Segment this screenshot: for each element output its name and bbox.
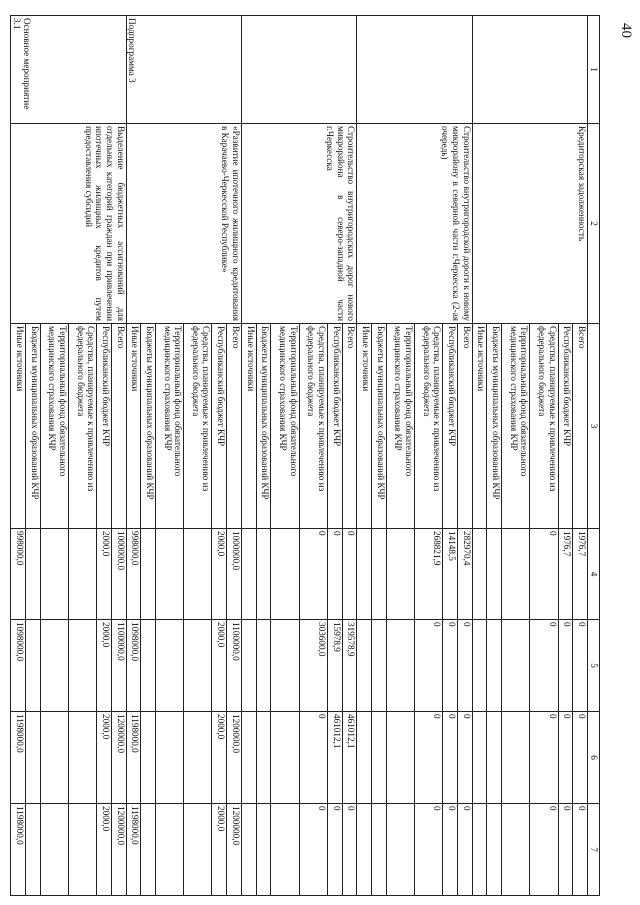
value-cell: 1200000,0 bbox=[111, 712, 126, 804]
value-cell: 1200000,0 bbox=[227, 804, 242, 896]
value-cell bbox=[472, 529, 487, 620]
value-cell: 2000,0 bbox=[212, 804, 227, 896]
value-cell: 1976,7 bbox=[573, 529, 588, 620]
value-cell bbox=[487, 620, 502, 712]
value-cell: 0 bbox=[558, 712, 573, 804]
value-cell bbox=[26, 529, 41, 620]
source-label-cell: Республиканский бюджет КЧР bbox=[97, 324, 112, 529]
value-cell bbox=[386, 712, 414, 804]
header-cell: 6 bbox=[588, 712, 600, 804]
value-cell bbox=[26, 712, 41, 804]
value-cell bbox=[271, 804, 299, 896]
source-label-cell: Средства, планируемые к привлечению из федерального бюджета bbox=[68, 324, 96, 529]
value-cell bbox=[372, 804, 387, 896]
value-cell: 0 bbox=[299, 529, 327, 620]
table-row bbox=[342, 16, 357, 896]
value-cell bbox=[156, 712, 184, 804]
value-cell bbox=[40, 529, 68, 620]
value-cell: 0 bbox=[573, 620, 588, 712]
header-cell: 4 bbox=[588, 529, 600, 620]
value-cell bbox=[156, 620, 184, 712]
value-cell bbox=[386, 529, 414, 620]
value-cell: 0 bbox=[327, 804, 342, 896]
value-cell: 0 bbox=[530, 712, 558, 804]
value-cell: 0 bbox=[573, 804, 588, 896]
value-cell: 15978,9 bbox=[327, 620, 342, 712]
activity-name-cell: Выделение бюджетных ассигнований для отдельных категорий граждан при привлечении ипотечных жилищных кредитов путем предоставления субсидий bbox=[11, 124, 127, 324]
table-row bbox=[111, 16, 126, 896]
value-cell: 0 bbox=[530, 529, 558, 620]
rotated-table-container bbox=[10, 15, 600, 895]
value-cell bbox=[487, 804, 502, 896]
program-name-cell: Подпрограмма 3 bbox=[126, 16, 241, 124]
value-cell: 0 bbox=[530, 620, 558, 712]
source-label-cell: Бюджеты муниципальных образований КЧР bbox=[487, 324, 502, 529]
value-cell: 0 bbox=[573, 712, 588, 804]
value-cell: 0 bbox=[327, 529, 342, 620]
program-name-cell bbox=[357, 16, 472, 124]
value-cell bbox=[386, 620, 414, 712]
source-label-cell: Средства, планируемые к привлечению из федерального бюджета bbox=[184, 324, 212, 529]
value-cell bbox=[241, 529, 256, 620]
value-cell bbox=[156, 529, 184, 620]
value-cell bbox=[40, 712, 68, 804]
value-cell bbox=[68, 529, 96, 620]
header-row bbox=[588, 16, 600, 896]
value-cell: 282970,4 bbox=[457, 529, 472, 620]
source-label-cell: Средства, планируемые к привлечению из федерального бюджета bbox=[530, 324, 558, 529]
source-label-cell: Иные источники bbox=[241, 324, 256, 529]
header-cell: 1 bbox=[588, 16, 600, 124]
value-cell bbox=[26, 804, 41, 896]
source-label-cell: Всего bbox=[111, 324, 126, 529]
source-label-cell: Бюджеты муниципальных образований КЧР bbox=[141, 324, 156, 529]
source-label-cell: Средства, планируемые к привлечению из федерального бюджета bbox=[414, 324, 442, 529]
value-cell: 0 bbox=[558, 804, 573, 896]
value-cell: 0 bbox=[299, 804, 327, 896]
value-cell: 1198000,0 bbox=[126, 712, 141, 804]
value-cell: 319578,9 bbox=[342, 620, 357, 712]
source-label-cell: Бюджеты муниципальных образований КЧР bbox=[26, 324, 41, 529]
value-cell: 461012,1 bbox=[327, 712, 342, 804]
value-cell: 2000,0 bbox=[212, 529, 227, 620]
value-cell: 1100000,0 bbox=[111, 620, 126, 712]
value-cell bbox=[357, 620, 372, 712]
value-cell bbox=[256, 804, 271, 896]
value-cell bbox=[256, 529, 271, 620]
value-cell: 0 bbox=[414, 804, 442, 896]
value-cell: 0 bbox=[443, 620, 458, 712]
value-cell bbox=[487, 529, 502, 620]
source-label-cell: Всего bbox=[227, 324, 242, 529]
program-name-cell bbox=[241, 16, 356, 124]
value-cell bbox=[141, 529, 156, 620]
source-label-cell: Территориальный фонд обязательного медицинского страхования КЧР bbox=[386, 324, 414, 529]
value-cell: 2000,0 bbox=[212, 712, 227, 804]
value-cell: 1000000,0 bbox=[227, 529, 242, 620]
value-cell bbox=[372, 529, 387, 620]
value-cell: 1098000,0 bbox=[11, 620, 26, 712]
program-name-cell bbox=[472, 16, 587, 124]
value-cell: 1200000,0 bbox=[227, 712, 242, 804]
value-cell bbox=[68, 804, 96, 896]
source-label-cell: Территориальный фонд обязательного медицинского страхования КЧР bbox=[271, 324, 299, 529]
value-cell bbox=[241, 804, 256, 896]
header-cell: 3 bbox=[588, 324, 600, 529]
value-cell bbox=[487, 712, 502, 804]
value-cell bbox=[386, 804, 414, 896]
value-cell: 268821,9 bbox=[414, 529, 442, 620]
value-cell: 1000000,0 bbox=[111, 529, 126, 620]
value-cell bbox=[256, 712, 271, 804]
header-cell: 2 bbox=[588, 124, 600, 324]
value-cell: 2000,0 bbox=[97, 804, 112, 896]
value-cell bbox=[271, 529, 299, 620]
source-label-cell: Бюджеты муниципальных образований КЧР bbox=[256, 324, 271, 529]
value-cell: 1198000,0 bbox=[126, 804, 141, 896]
value-cell: 0 bbox=[558, 620, 573, 712]
source-label-cell: Территориальный фонд обязательного медицинского страхования КЧР bbox=[156, 324, 184, 529]
value-cell: 1100000,0 bbox=[227, 620, 242, 712]
header-cell: 7 bbox=[588, 804, 600, 896]
value-cell: 2000,0 bbox=[97, 529, 112, 620]
value-cell: 0 bbox=[457, 620, 472, 712]
value-cell: 0 bbox=[457, 804, 472, 896]
value-cell bbox=[141, 712, 156, 804]
value-cell bbox=[141, 804, 156, 896]
value-cell: 1098000,0 bbox=[126, 620, 141, 712]
value-cell: 0 bbox=[443, 804, 458, 896]
source-label-cell: Бюджеты муниципальных образований КЧР bbox=[372, 324, 387, 529]
value-cell: 0 bbox=[342, 529, 357, 620]
value-cell: 1198000,0 bbox=[11, 804, 26, 896]
source-label-cell: Иные источники bbox=[357, 324, 372, 529]
value-cell bbox=[26, 620, 41, 712]
value-cell bbox=[502, 620, 530, 712]
value-cell bbox=[40, 804, 68, 896]
source-label-cell: Всего bbox=[342, 324, 357, 529]
value-cell: 0 bbox=[299, 712, 327, 804]
value-cell bbox=[271, 620, 299, 712]
value-cell: 303600,0 bbox=[299, 620, 327, 712]
value-cell bbox=[372, 620, 387, 712]
value-cell: 14148,5 bbox=[443, 529, 458, 620]
source-label-cell: Иные источники bbox=[472, 324, 487, 529]
source-label-cell: Всего bbox=[573, 324, 588, 529]
source-label-cell: Территориальный фонд обязательного медицинского страхования КЧР bbox=[502, 324, 530, 529]
value-cell bbox=[256, 620, 271, 712]
value-cell: 0 bbox=[342, 804, 357, 896]
activity-name-cell: Строительство внутригородской дороги к новому микрорайону в северной части г.Черкесска (2-ая очередь) bbox=[357, 124, 472, 324]
table-row bbox=[227, 16, 242, 896]
value-cell bbox=[156, 804, 184, 896]
value-cell: 461012,1 bbox=[342, 712, 357, 804]
header-cell: 5 bbox=[588, 620, 600, 712]
table-row bbox=[457, 16, 472, 896]
value-cell: 2000,0 bbox=[97, 712, 112, 804]
value-cell: 1198000,0 bbox=[11, 712, 26, 804]
value-cell: 998000,0 bbox=[11, 529, 26, 620]
source-label-cell: Республиканский бюджет КЧР bbox=[443, 324, 458, 529]
source-label-cell: Иные источники bbox=[11, 324, 26, 529]
value-cell bbox=[502, 712, 530, 804]
value-cell bbox=[357, 804, 372, 896]
value-cell bbox=[184, 804, 212, 896]
source-label-cell: Иные источники bbox=[126, 324, 141, 529]
program-name-cell: Основное мероприятие 3.1 bbox=[11, 16, 127, 124]
value-cell: 2000,0 bbox=[97, 620, 112, 712]
value-cell bbox=[472, 620, 487, 712]
activity-name-cell: Кредиторская задолженность bbox=[472, 124, 587, 324]
page-number: 40 bbox=[618, 23, 634, 38]
value-cell bbox=[184, 712, 212, 804]
value-cell: 0 bbox=[457, 712, 472, 804]
source-label-cell: Республиканский бюджет КЧР bbox=[327, 324, 342, 529]
source-label-cell: Территориальный фонд обязательного медицинского страхования КЧР bbox=[40, 324, 68, 529]
value-cell bbox=[40, 620, 68, 712]
source-label-cell: Всего bbox=[457, 324, 472, 529]
value-cell bbox=[68, 620, 96, 712]
value-cell bbox=[372, 712, 387, 804]
value-cell: 998000,0 bbox=[126, 529, 141, 620]
value-cell: 0 bbox=[414, 712, 442, 804]
value-cell bbox=[184, 529, 212, 620]
value-cell: 0 bbox=[414, 620, 442, 712]
table-row bbox=[573, 16, 588, 896]
activity-name-cell: «Развитие ипотечного жилищного кредитования в Карачаево-Черкесской Республике» bbox=[126, 124, 241, 324]
value-cell bbox=[472, 804, 487, 896]
value-cell bbox=[357, 529, 372, 620]
value-cell bbox=[502, 804, 530, 896]
value-cell bbox=[141, 620, 156, 712]
value-cell bbox=[241, 620, 256, 712]
value-cell: 2000,0 bbox=[212, 620, 227, 712]
value-cell bbox=[472, 712, 487, 804]
value-cell bbox=[184, 620, 212, 712]
activity-name-cell: Строительство внутригородских дорог нового микрорайона в северо-западной части г.Черкесска bbox=[241, 124, 356, 324]
value-cell bbox=[68, 712, 96, 804]
source-label-cell: Республиканский бюджет КЧР bbox=[558, 324, 573, 529]
source-label-cell: Средства, планируемые к привлечению из федерального бюджета bbox=[299, 324, 327, 529]
value-cell: 0 bbox=[530, 804, 558, 896]
value-cell bbox=[357, 712, 372, 804]
value-cell: 0 bbox=[443, 712, 458, 804]
financing-table bbox=[10, 15, 600, 896]
value-cell bbox=[502, 529, 530, 620]
source-label-cell: Республиканский бюджет КЧР bbox=[212, 324, 227, 529]
value-cell: 1976,7 bbox=[558, 529, 573, 620]
value-cell bbox=[271, 712, 299, 804]
value-cell: 1200000,0 bbox=[111, 804, 126, 896]
value-cell bbox=[241, 712, 256, 804]
